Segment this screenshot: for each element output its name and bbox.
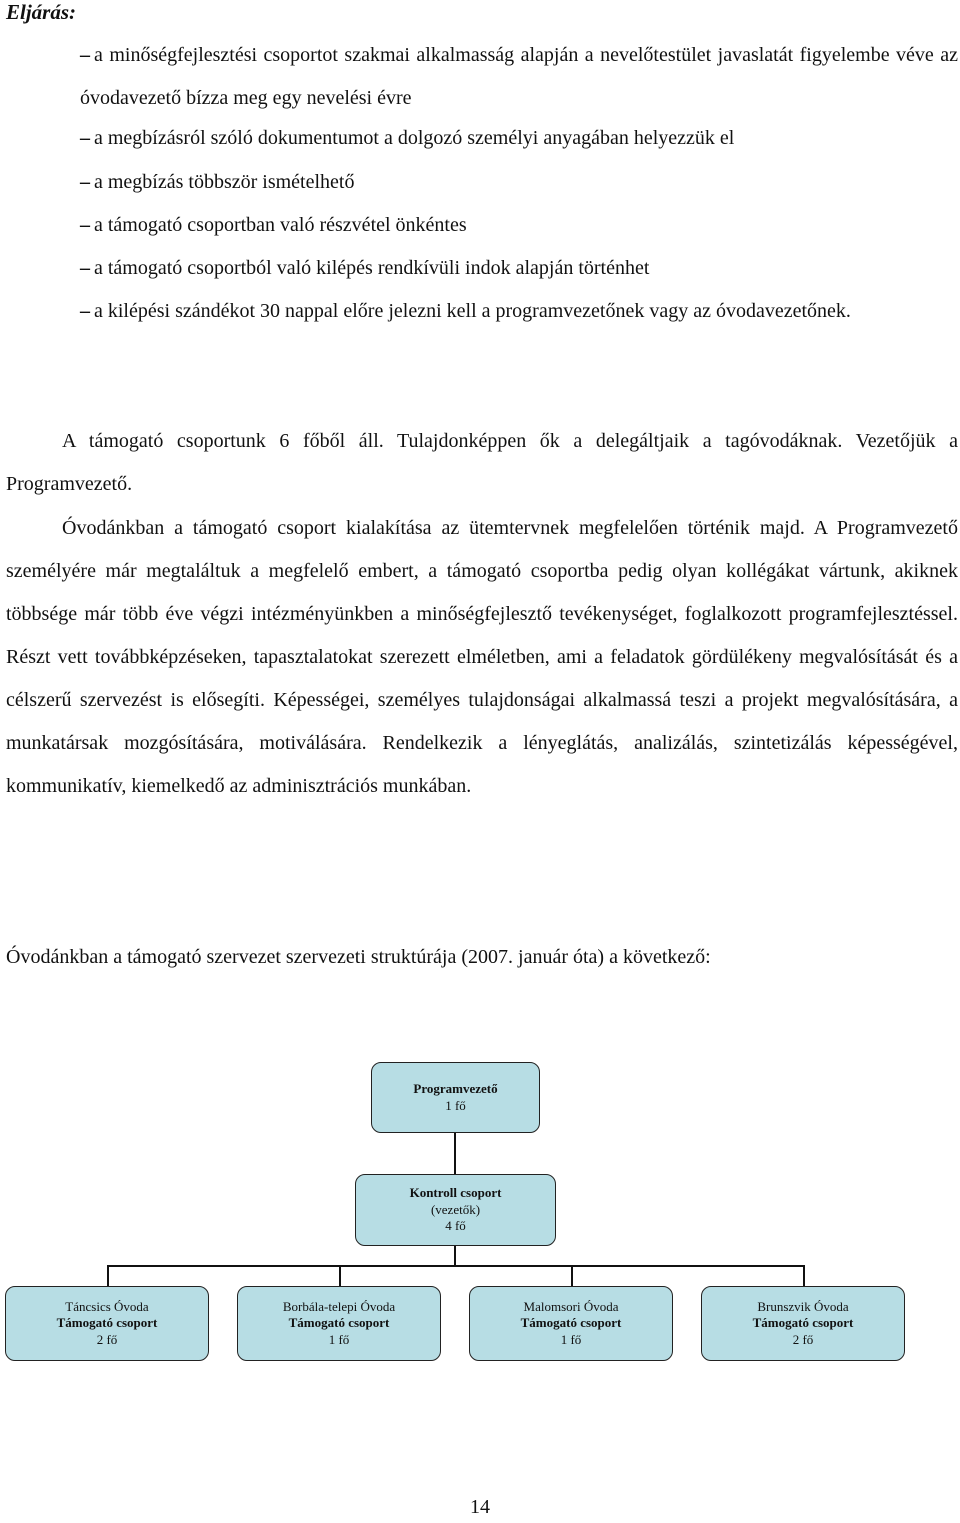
org-node-name: Brunszvik Óvoda — [757, 1298, 849, 1314]
org-node-borbala-telepi — [237, 1286, 441, 1361]
org-node-title: Kontroll csoport — [409, 1185, 502, 1201]
org-node-control-group — [355, 1174, 556, 1246]
dash-marker: – — [80, 300, 90, 322]
org-node-count: 2 fő — [96, 1331, 118, 1347]
org-node-count: 4 fő — [445, 1218, 466, 1234]
org-node-brunszvik — [701, 1286, 905, 1361]
org-node-name: Malomsori Óvoda — [523, 1298, 619, 1314]
org-node-name: Táncsics Óvoda — [65, 1298, 149, 1314]
dash-marker: – — [80, 214, 90, 236]
list-item — [80, 34, 958, 120]
dash-marker: – — [80, 44, 90, 66]
section-heading: Eljárás: — [6, 0, 77, 24]
org-node-group: Támogató csoport — [288, 1315, 390, 1331]
connector-line — [803, 1265, 805, 1287]
org-node-malomsori — [469, 1286, 673, 1361]
list-item-text: a megbízásról szóló dokumentumot a dolgozó személyi anyagában helyezzük el — [94, 127, 735, 149]
list-item — [80, 161, 958, 204]
paragraph-group-size: A támogató csoportunk 6 főből áll. Tulajdonképpen ők a delegáltjaik a tagóvodáknak. Vezetőjük a Programvezető. — [6, 430, 958, 495]
paragraph-program-leader: Óvodánkban a támogató csoport kialakítása az ütemtervnek megfelelően történik majd. A Programvezető személyére már megtaláltuk a megfelelő embert, a támogató csoportba pedig olyan kollégákat vártunk, akiknek többsége már több éve végzi intézményünkben a minőségfejlesztő tevékenységet, foglalkozott programfejlesztéssel. Részt vett továbbképzéseken, tapasztalatokat szerezett elméletben, ami a feladatok gördülékeny megvalósítását és a célszerű szervezést is elősegíti. Képességei, személyes tulajdonságai alkalmassá teszi a projekt megvalósítására, a munkatársak mozgósítására, motiválására. Rendelkezik a lényeglátás, analizálás, szintetizálás képességével, kommunikatív, kiemelkedő az adminisztrációs munkában. — [6, 517, 958, 797]
dash-marker: – — [80, 127, 90, 149]
list-item-text: a megbízás többször ismételhető — [94, 171, 355, 193]
connector-line — [339, 1265, 341, 1287]
list-item — [80, 290, 958, 333]
org-node-tancsics — [5, 1286, 209, 1361]
dash-marker: – — [80, 171, 90, 193]
org-node-title: Programvezető — [413, 1081, 498, 1096]
list-item-text: a támogató csoportból való kilépés rendkívüli indok alapján történhet — [94, 257, 650, 279]
org-node-name: Borbála-telepi Óvoda — [282, 1298, 396, 1314]
org-node-group: Támogató csoport — [520, 1315, 622, 1331]
org-node-group: Támogató csoport — [56, 1315, 158, 1331]
connector-line — [107, 1265, 805, 1267]
list-item-text: a kilépési szándékot 30 nappal előre jelezni kell a programvezetőnek vagy az óvodavezetőnek. — [94, 300, 851, 322]
list-item — [80, 204, 958, 247]
list-item-text: a támogató csoportban való részvétel önkéntes — [94, 214, 467, 236]
org-node-subtitle: (vezetők) — [430, 1201, 481, 1217]
paragraph-structure-intro: Óvodánkban a támogató szervezet szervezeti struktúrája (2007. január óta) a következő: — [6, 946, 711, 968]
list-item-text: a minőségfejlesztési csoportot szakmai alkalmasság alapján a nevelőtestület javaslatát figyelembe véve az óvodavezető bízza meg egy nevelési évre — [80, 44, 958, 109]
org-node-count: 1 fő — [560, 1331, 582, 1347]
org-node-count: 1 fő — [445, 1097, 466, 1113]
connector-line — [454, 1133, 456, 1174]
connector-line — [571, 1265, 573, 1287]
org-node-count: 2 fő — [792, 1331, 814, 1347]
list-item — [80, 247, 958, 290]
connector-line — [107, 1265, 109, 1287]
org-node-group: Támogató csoport — [752, 1315, 854, 1331]
list-item — [80, 117, 958, 160]
org-node-program-leader — [371, 1062, 540, 1133]
connector-line — [454, 1246, 456, 1266]
dash-marker: – — [80, 257, 90, 279]
page-number: 14 — [470, 1496, 490, 1518]
org-node-count: 1 fő — [328, 1331, 350, 1347]
